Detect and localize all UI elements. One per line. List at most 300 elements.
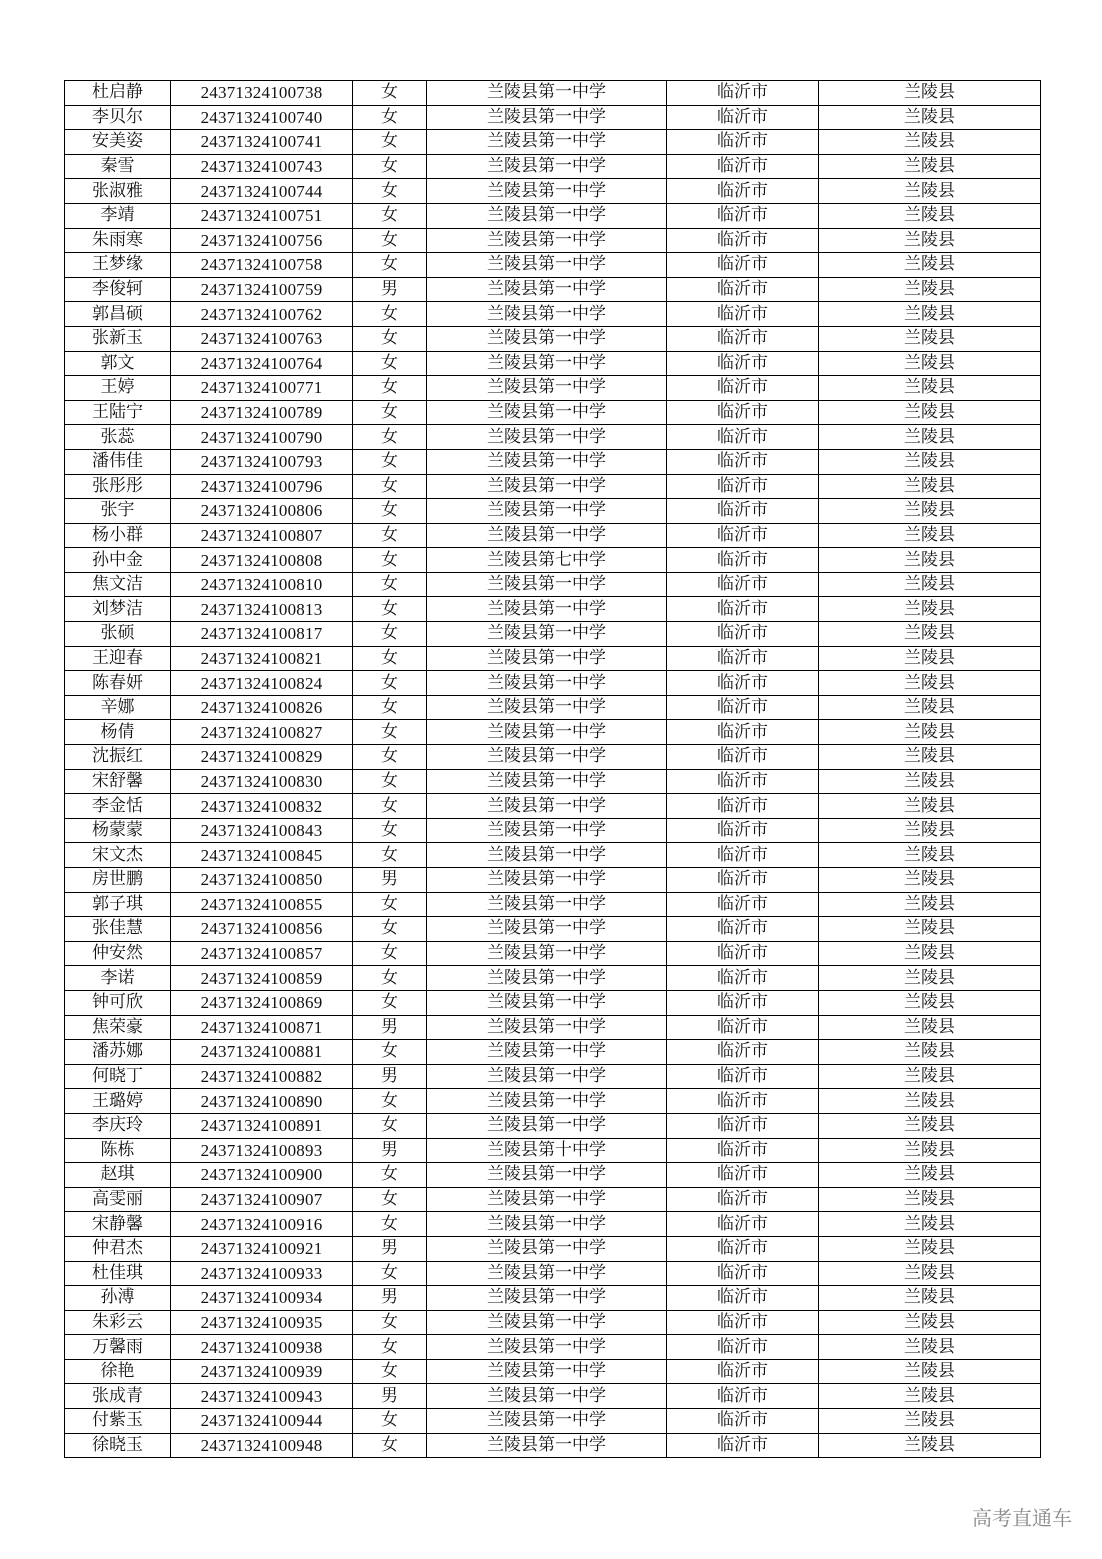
- exam-id-cell: 24371324100881: [171, 1040, 353, 1065]
- gender-cell: 女: [353, 917, 427, 942]
- name-cell: 万馨雨: [65, 1335, 171, 1360]
- table-row: [65, 941, 1041, 966]
- name-cell: 潘伟佳: [65, 449, 171, 474]
- county-cell: 兰陵县: [819, 745, 1041, 770]
- gender-cell: 女: [353, 941, 427, 966]
- county-cell: 兰陵县: [819, 1286, 1041, 1311]
- table-row: [65, 794, 1041, 819]
- city-cell: 临沂市: [667, 966, 819, 991]
- county-cell: 兰陵县: [819, 1212, 1041, 1237]
- county-cell: 兰陵县: [819, 1359, 1041, 1384]
- school-cell: 兰陵县第一中学: [427, 499, 667, 524]
- school-cell: 兰陵县第一中学: [427, 326, 667, 351]
- county-cell: 兰陵县: [819, 720, 1041, 745]
- county-cell: 兰陵县: [819, 1409, 1041, 1434]
- name-cell: 王梦缘: [65, 253, 171, 278]
- school-cell: 兰陵县第一中学: [427, 1113, 667, 1138]
- name-cell: 潘苏娜: [65, 1040, 171, 1065]
- table-row: [65, 1384, 1041, 1409]
- school-cell: 兰陵县第一中学: [427, 1359, 667, 1384]
- county-cell: 兰陵县: [819, 1064, 1041, 1089]
- name-cell: 辛娜: [65, 695, 171, 720]
- exam-id-cell: 24371324100916: [171, 1212, 353, 1237]
- exam-id-cell: 24371324100813: [171, 597, 353, 622]
- gender-cell: 女: [353, 720, 427, 745]
- school-cell: 兰陵县第一中学: [427, 203, 667, 228]
- school-cell: 兰陵县第一中学: [427, 1212, 667, 1237]
- name-cell: 宋静馨: [65, 1212, 171, 1237]
- exam-id-cell: 24371324100882: [171, 1064, 353, 1089]
- county-cell: 兰陵县: [819, 81, 1041, 106]
- school-cell: 兰陵县第一中学: [427, 1187, 667, 1212]
- gender-cell: 女: [353, 400, 427, 425]
- exam-id-cell: 24371324100810: [171, 572, 353, 597]
- school-cell: 兰陵县第一中学: [427, 302, 667, 327]
- name-cell: 杨小群: [65, 523, 171, 548]
- city-cell: 临沂市: [667, 646, 819, 671]
- name-cell: 李贝尔: [65, 105, 171, 130]
- table-row: [65, 203, 1041, 228]
- exam-id-cell: 24371324100934: [171, 1286, 353, 1311]
- city-cell: 临沂市: [667, 745, 819, 770]
- city-cell: 临沂市: [667, 1359, 819, 1384]
- city-cell: 临沂市: [667, 818, 819, 843]
- school-cell: 兰陵县第十中学: [427, 1138, 667, 1163]
- table-row: [65, 105, 1041, 130]
- gender-cell: 女: [353, 671, 427, 696]
- county-cell: 兰陵县: [819, 1163, 1041, 1188]
- exam-id-cell: 24371324100759: [171, 277, 353, 302]
- city-cell: 临沂市: [667, 1335, 819, 1360]
- name-cell: 张彤彤: [65, 474, 171, 499]
- exam-id-cell: 24371324100859: [171, 966, 353, 991]
- city-cell: 临沂市: [667, 941, 819, 966]
- city-cell: 临沂市: [667, 474, 819, 499]
- table-row: [65, 1089, 1041, 1114]
- county-cell: 兰陵县: [819, 622, 1041, 647]
- table-row: [65, 1040, 1041, 1065]
- table-row: [65, 302, 1041, 327]
- name-cell: 李俊轲: [65, 277, 171, 302]
- exam-id-cell: 24371324100738: [171, 81, 353, 106]
- gender-cell: 男: [353, 277, 427, 302]
- name-cell: 张硕: [65, 622, 171, 647]
- county-cell: 兰陵县: [819, 818, 1041, 843]
- exam-id-cell: 24371324100832: [171, 794, 353, 819]
- table-row: [65, 1236, 1041, 1261]
- gender-cell: 男: [353, 1236, 427, 1261]
- school-cell: 兰陵县第一中学: [427, 745, 667, 770]
- table-row: [65, 843, 1041, 868]
- county-cell: 兰陵县: [819, 941, 1041, 966]
- city-cell: 临沂市: [667, 1236, 819, 1261]
- gender-cell: 女: [353, 818, 427, 843]
- name-cell: 焦文洁: [65, 572, 171, 597]
- school-cell: 兰陵县第一中学: [427, 769, 667, 794]
- exam-id-cell: 24371324100796: [171, 474, 353, 499]
- gender-cell: 女: [353, 1113, 427, 1138]
- exam-id-cell: 24371324100740: [171, 105, 353, 130]
- school-cell: 兰陵县第一中学: [427, 671, 667, 696]
- school-cell: 兰陵县第一中学: [427, 1236, 667, 1261]
- county-cell: 兰陵县: [819, 646, 1041, 671]
- school-cell: 兰陵县第一中学: [427, 474, 667, 499]
- table-row: [65, 1310, 1041, 1335]
- name-cell: 张蕊: [65, 425, 171, 450]
- city-cell: 临沂市: [667, 326, 819, 351]
- name-cell: 朱彩云: [65, 1310, 171, 1335]
- name-cell: 张成青: [65, 1384, 171, 1409]
- name-cell: 陈栋: [65, 1138, 171, 1163]
- school-cell: 兰陵县第一中学: [427, 695, 667, 720]
- city-cell: 临沂市: [667, 1064, 819, 1089]
- table-row: [65, 548, 1041, 573]
- table-row: [65, 179, 1041, 204]
- county-cell: 兰陵县: [819, 154, 1041, 179]
- exam-id-cell: 24371324100944: [171, 1409, 353, 1434]
- exam-id-cell: 24371324100807: [171, 523, 353, 548]
- county-cell: 兰陵县: [819, 548, 1041, 573]
- table-row: [65, 671, 1041, 696]
- table-row: [65, 499, 1041, 524]
- gender-cell: 女: [353, 1187, 427, 1212]
- school-cell: 兰陵县第一中学: [427, 1335, 667, 1360]
- name-cell: 赵琪: [65, 1163, 171, 1188]
- city-cell: 临沂市: [667, 1433, 819, 1458]
- exam-id-cell: 24371324100857: [171, 941, 353, 966]
- gender-cell: 女: [353, 1409, 427, 1434]
- county-cell: 兰陵县: [819, 794, 1041, 819]
- city-cell: 临沂市: [667, 597, 819, 622]
- table-row: [65, 400, 1041, 425]
- city-cell: 临沂市: [667, 179, 819, 204]
- school-cell: 兰陵县第一中学: [427, 400, 667, 425]
- school-cell: 兰陵县第一中学: [427, 917, 667, 942]
- gender-cell: 女: [353, 622, 427, 647]
- table-row: [65, 81, 1041, 106]
- school-cell: 兰陵县第一中学: [427, 1163, 667, 1188]
- gender-cell: 女: [353, 794, 427, 819]
- table-row: [65, 523, 1041, 548]
- city-cell: 临沂市: [667, 769, 819, 794]
- table-row: [65, 277, 1041, 302]
- name-cell: 徐艳: [65, 1359, 171, 1384]
- table-row: [65, 1113, 1041, 1138]
- county-cell: 兰陵县: [819, 966, 1041, 991]
- school-cell: 兰陵县第一中学: [427, 376, 667, 401]
- exam-id-cell: 24371324100850: [171, 868, 353, 893]
- name-cell: 李靖: [65, 203, 171, 228]
- table-row: [65, 1359, 1041, 1384]
- exam-id-cell: 24371324100939: [171, 1359, 353, 1384]
- school-cell: 兰陵县第一中学: [427, 523, 667, 548]
- exam-id-cell: 24371324100771: [171, 376, 353, 401]
- gender-cell: 女: [353, 130, 427, 155]
- gender-cell: 男: [353, 1286, 427, 1311]
- name-cell: 张宇: [65, 499, 171, 524]
- gender-cell: 女: [353, 597, 427, 622]
- name-cell: 王婷: [65, 376, 171, 401]
- name-cell: 杜启静: [65, 81, 171, 106]
- watermark: 高考直通车: [972, 1506, 1072, 1530]
- county-cell: 兰陵县: [819, 400, 1041, 425]
- city-cell: 临沂市: [667, 1384, 819, 1409]
- table-row: [65, 154, 1041, 179]
- exam-id-cell: 24371324100943: [171, 1384, 353, 1409]
- gender-cell: 女: [353, 1359, 427, 1384]
- name-cell: 杨倩: [65, 720, 171, 745]
- gender-cell: 女: [353, 892, 427, 917]
- table-row: [65, 1286, 1041, 1311]
- exam-id-cell: 24371324100763: [171, 326, 353, 351]
- exam-id-cell: 24371324100827: [171, 720, 353, 745]
- exam-id-cell: 24371324100789: [171, 400, 353, 425]
- city-cell: 临沂市: [667, 548, 819, 573]
- county-cell: 兰陵县: [819, 671, 1041, 696]
- county-cell: 兰陵县: [819, 105, 1041, 130]
- county-cell: 兰陵县: [819, 474, 1041, 499]
- exam-id-cell: 24371324100808: [171, 548, 353, 573]
- county-cell: 兰陵县: [819, 695, 1041, 720]
- gender-cell: 女: [353, 1040, 427, 1065]
- gender-cell: 女: [353, 1335, 427, 1360]
- county-cell: 兰陵县: [819, 1384, 1041, 1409]
- county-cell: 兰陵县: [819, 917, 1041, 942]
- school-cell: 兰陵县第一中学: [427, 720, 667, 745]
- table-row: [65, 892, 1041, 917]
- city-cell: 临沂市: [667, 154, 819, 179]
- gender-cell: 女: [353, 105, 427, 130]
- school-cell: 兰陵县第一中学: [427, 1433, 667, 1458]
- exam-id-cell: 24371324100935: [171, 1310, 353, 1335]
- gender-cell: 女: [353, 769, 427, 794]
- county-cell: 兰陵县: [819, 449, 1041, 474]
- city-cell: 临沂市: [667, 695, 819, 720]
- exam-id-cell: 24371324100843: [171, 818, 353, 843]
- name-cell: 朱雨寒: [65, 228, 171, 253]
- gender-cell: 女: [353, 646, 427, 671]
- table-row: [65, 1163, 1041, 1188]
- city-cell: 临沂市: [667, 400, 819, 425]
- table-row: [65, 818, 1041, 843]
- name-cell: 郭子琪: [65, 892, 171, 917]
- city-cell: 临沂市: [667, 449, 819, 474]
- name-cell: 房世鹏: [65, 868, 171, 893]
- gender-cell: 女: [353, 745, 427, 770]
- county-cell: 兰陵县: [819, 1433, 1041, 1458]
- gender-cell: 女: [353, 966, 427, 991]
- exam-id-cell: 24371324100817: [171, 622, 353, 647]
- city-cell: 临沂市: [667, 376, 819, 401]
- name-cell: 李金恬: [65, 794, 171, 819]
- city-cell: 临沂市: [667, 277, 819, 302]
- gender-cell: 女: [353, 990, 427, 1015]
- table-row: [65, 449, 1041, 474]
- county-cell: 兰陵县: [819, 1113, 1041, 1138]
- exam-id-cell: 24371324100829: [171, 745, 353, 770]
- city-cell: 临沂市: [667, 523, 819, 548]
- exam-id-cell: 24371324100921: [171, 1236, 353, 1261]
- name-cell: 孙中金: [65, 548, 171, 573]
- city-cell: 临沂市: [667, 1310, 819, 1335]
- exam-id-cell: 24371324100743: [171, 154, 353, 179]
- table-row: [65, 990, 1041, 1015]
- gender-cell: 女: [353, 81, 427, 106]
- gender-cell: 男: [353, 1138, 427, 1163]
- county-cell: 兰陵县: [819, 326, 1041, 351]
- table-row: [65, 1138, 1041, 1163]
- school-cell: 兰陵县第一中学: [427, 130, 667, 155]
- school-cell: 兰陵县第一中学: [427, 646, 667, 671]
- gender-cell: 女: [353, 154, 427, 179]
- name-cell: 宋舒馨: [65, 769, 171, 794]
- gender-cell: 女: [353, 351, 427, 376]
- school-cell: 兰陵县第一中学: [427, 1089, 667, 1114]
- city-cell: 临沂市: [667, 1409, 819, 1434]
- county-cell: 兰陵县: [819, 1089, 1041, 1114]
- exam-id-cell: 24371324100751: [171, 203, 353, 228]
- school-cell: 兰陵县第一中学: [427, 794, 667, 819]
- name-cell: 仲君杰: [65, 1236, 171, 1261]
- school-cell: 兰陵县第一中学: [427, 1040, 667, 1065]
- name-cell: 郭文: [65, 351, 171, 376]
- name-cell: 付紫玉: [65, 1409, 171, 1434]
- school-cell: 兰陵县第一中学: [427, 253, 667, 278]
- city-cell: 临沂市: [667, 572, 819, 597]
- city-cell: 临沂市: [667, 917, 819, 942]
- gender-cell: 女: [353, 1163, 427, 1188]
- school-cell: 兰陵县第一中学: [427, 228, 667, 253]
- table-row: [65, 326, 1041, 351]
- school-cell: 兰陵县第一中学: [427, 818, 667, 843]
- gender-cell: 女: [353, 523, 427, 548]
- gender-cell: 女: [353, 228, 427, 253]
- county-cell: 兰陵县: [819, 228, 1041, 253]
- school-cell: 兰陵县第一中学: [427, 1015, 667, 1040]
- gender-cell: 女: [353, 695, 427, 720]
- county-cell: 兰陵县: [819, 1335, 1041, 1360]
- table-row: [65, 646, 1041, 671]
- city-cell: 临沂市: [667, 843, 819, 868]
- school-cell: 兰陵县第一中学: [427, 81, 667, 106]
- school-cell: 兰陵县第一中学: [427, 572, 667, 597]
- exam-id-cell: 24371324100764: [171, 351, 353, 376]
- county-cell: 兰陵县: [819, 425, 1041, 450]
- county-cell: 兰陵县: [819, 302, 1041, 327]
- name-cell: 秦雪: [65, 154, 171, 179]
- exam-id-cell: 24371324100758: [171, 253, 353, 278]
- gender-cell: 女: [353, 499, 427, 524]
- school-cell: 兰陵县第一中学: [427, 990, 667, 1015]
- gender-cell: 女: [353, 376, 427, 401]
- school-cell: 兰陵县第一中学: [427, 843, 667, 868]
- county-cell: 兰陵县: [819, 499, 1041, 524]
- school-cell: 兰陵县第一中学: [427, 892, 667, 917]
- city-cell: 临沂市: [667, 892, 819, 917]
- school-cell: 兰陵县第一中学: [427, 449, 667, 474]
- school-cell: 兰陵县第一中学: [427, 1310, 667, 1335]
- city-cell: 临沂市: [667, 720, 819, 745]
- school-cell: 兰陵县第七中学: [427, 548, 667, 573]
- county-cell: 兰陵县: [819, 203, 1041, 228]
- city-cell: 临沂市: [667, 203, 819, 228]
- city-cell: 临沂市: [667, 105, 819, 130]
- county-cell: 兰陵县: [819, 597, 1041, 622]
- table-row: [65, 868, 1041, 893]
- exam-id-cell: 24371324100845: [171, 843, 353, 868]
- city-cell: 临沂市: [667, 794, 819, 819]
- city-cell: 临沂市: [667, 130, 819, 155]
- gender-cell: 男: [353, 868, 427, 893]
- city-cell: 临沂市: [667, 499, 819, 524]
- exam-id-cell: 24371324100806: [171, 499, 353, 524]
- county-cell: 兰陵县: [819, 1236, 1041, 1261]
- school-cell: 兰陵县第一中学: [427, 941, 667, 966]
- exam-id-cell: 24371324100830: [171, 769, 353, 794]
- name-cell: 李庆玲: [65, 1113, 171, 1138]
- county-cell: 兰陵县: [819, 572, 1041, 597]
- gender-cell: 女: [353, 1261, 427, 1286]
- name-cell: 宋文杰: [65, 843, 171, 868]
- name-cell: 仲安然: [65, 941, 171, 966]
- exam-id-cell: 24371324100893: [171, 1138, 353, 1163]
- school-cell: 兰陵县第一中学: [427, 1384, 667, 1409]
- table-row: [65, 966, 1041, 991]
- county-cell: 兰陵县: [819, 1310, 1041, 1335]
- school-cell: 兰陵县第一中学: [427, 1409, 667, 1434]
- exam-id-cell: 24371324100824: [171, 671, 353, 696]
- gender-cell: 女: [353, 179, 427, 204]
- city-cell: 临沂市: [667, 1040, 819, 1065]
- table-row: [65, 1261, 1041, 1286]
- exam-id-cell: 24371324100871: [171, 1015, 353, 1040]
- gender-cell: 女: [353, 474, 427, 499]
- table-row: [65, 1015, 1041, 1040]
- gender-cell: 女: [353, 1310, 427, 1335]
- table-row: [65, 720, 1041, 745]
- city-cell: 临沂市: [667, 1212, 819, 1237]
- gender-cell: 男: [353, 1064, 427, 1089]
- table-row: [65, 228, 1041, 253]
- county-cell: 兰陵县: [819, 376, 1041, 401]
- gender-cell: 女: [353, 425, 427, 450]
- name-cell: 孙溥: [65, 1286, 171, 1311]
- school-cell: 兰陵县第一中学: [427, 351, 667, 376]
- school-cell: 兰陵县第一中学: [427, 868, 667, 893]
- name-cell: 王璐婷: [65, 1089, 171, 1114]
- gender-cell: 女: [353, 572, 427, 597]
- table-row: [65, 253, 1041, 278]
- name-cell: 张佳慧: [65, 917, 171, 942]
- gender-cell: 女: [353, 326, 427, 351]
- city-cell: 临沂市: [667, 990, 819, 1015]
- exam-id-cell: 24371324100741: [171, 130, 353, 155]
- roster-table: [64, 80, 1041, 1458]
- county-cell: 兰陵县: [819, 277, 1041, 302]
- name-cell: 杨蒙蒙: [65, 818, 171, 843]
- gender-cell: 女: [353, 253, 427, 278]
- county-cell: 兰陵县: [819, 253, 1041, 278]
- school-cell: 兰陵县第一中学: [427, 622, 667, 647]
- name-cell: 王迎春: [65, 646, 171, 671]
- city-cell: 临沂市: [667, 81, 819, 106]
- name-cell: 何晓丁: [65, 1064, 171, 1089]
- school-cell: 兰陵县第一中学: [427, 1261, 667, 1286]
- exam-id-cell: 24371324100762: [171, 302, 353, 327]
- county-cell: 兰陵县: [819, 868, 1041, 893]
- table-row: [65, 425, 1041, 450]
- exam-id-cell: 24371324100891: [171, 1113, 353, 1138]
